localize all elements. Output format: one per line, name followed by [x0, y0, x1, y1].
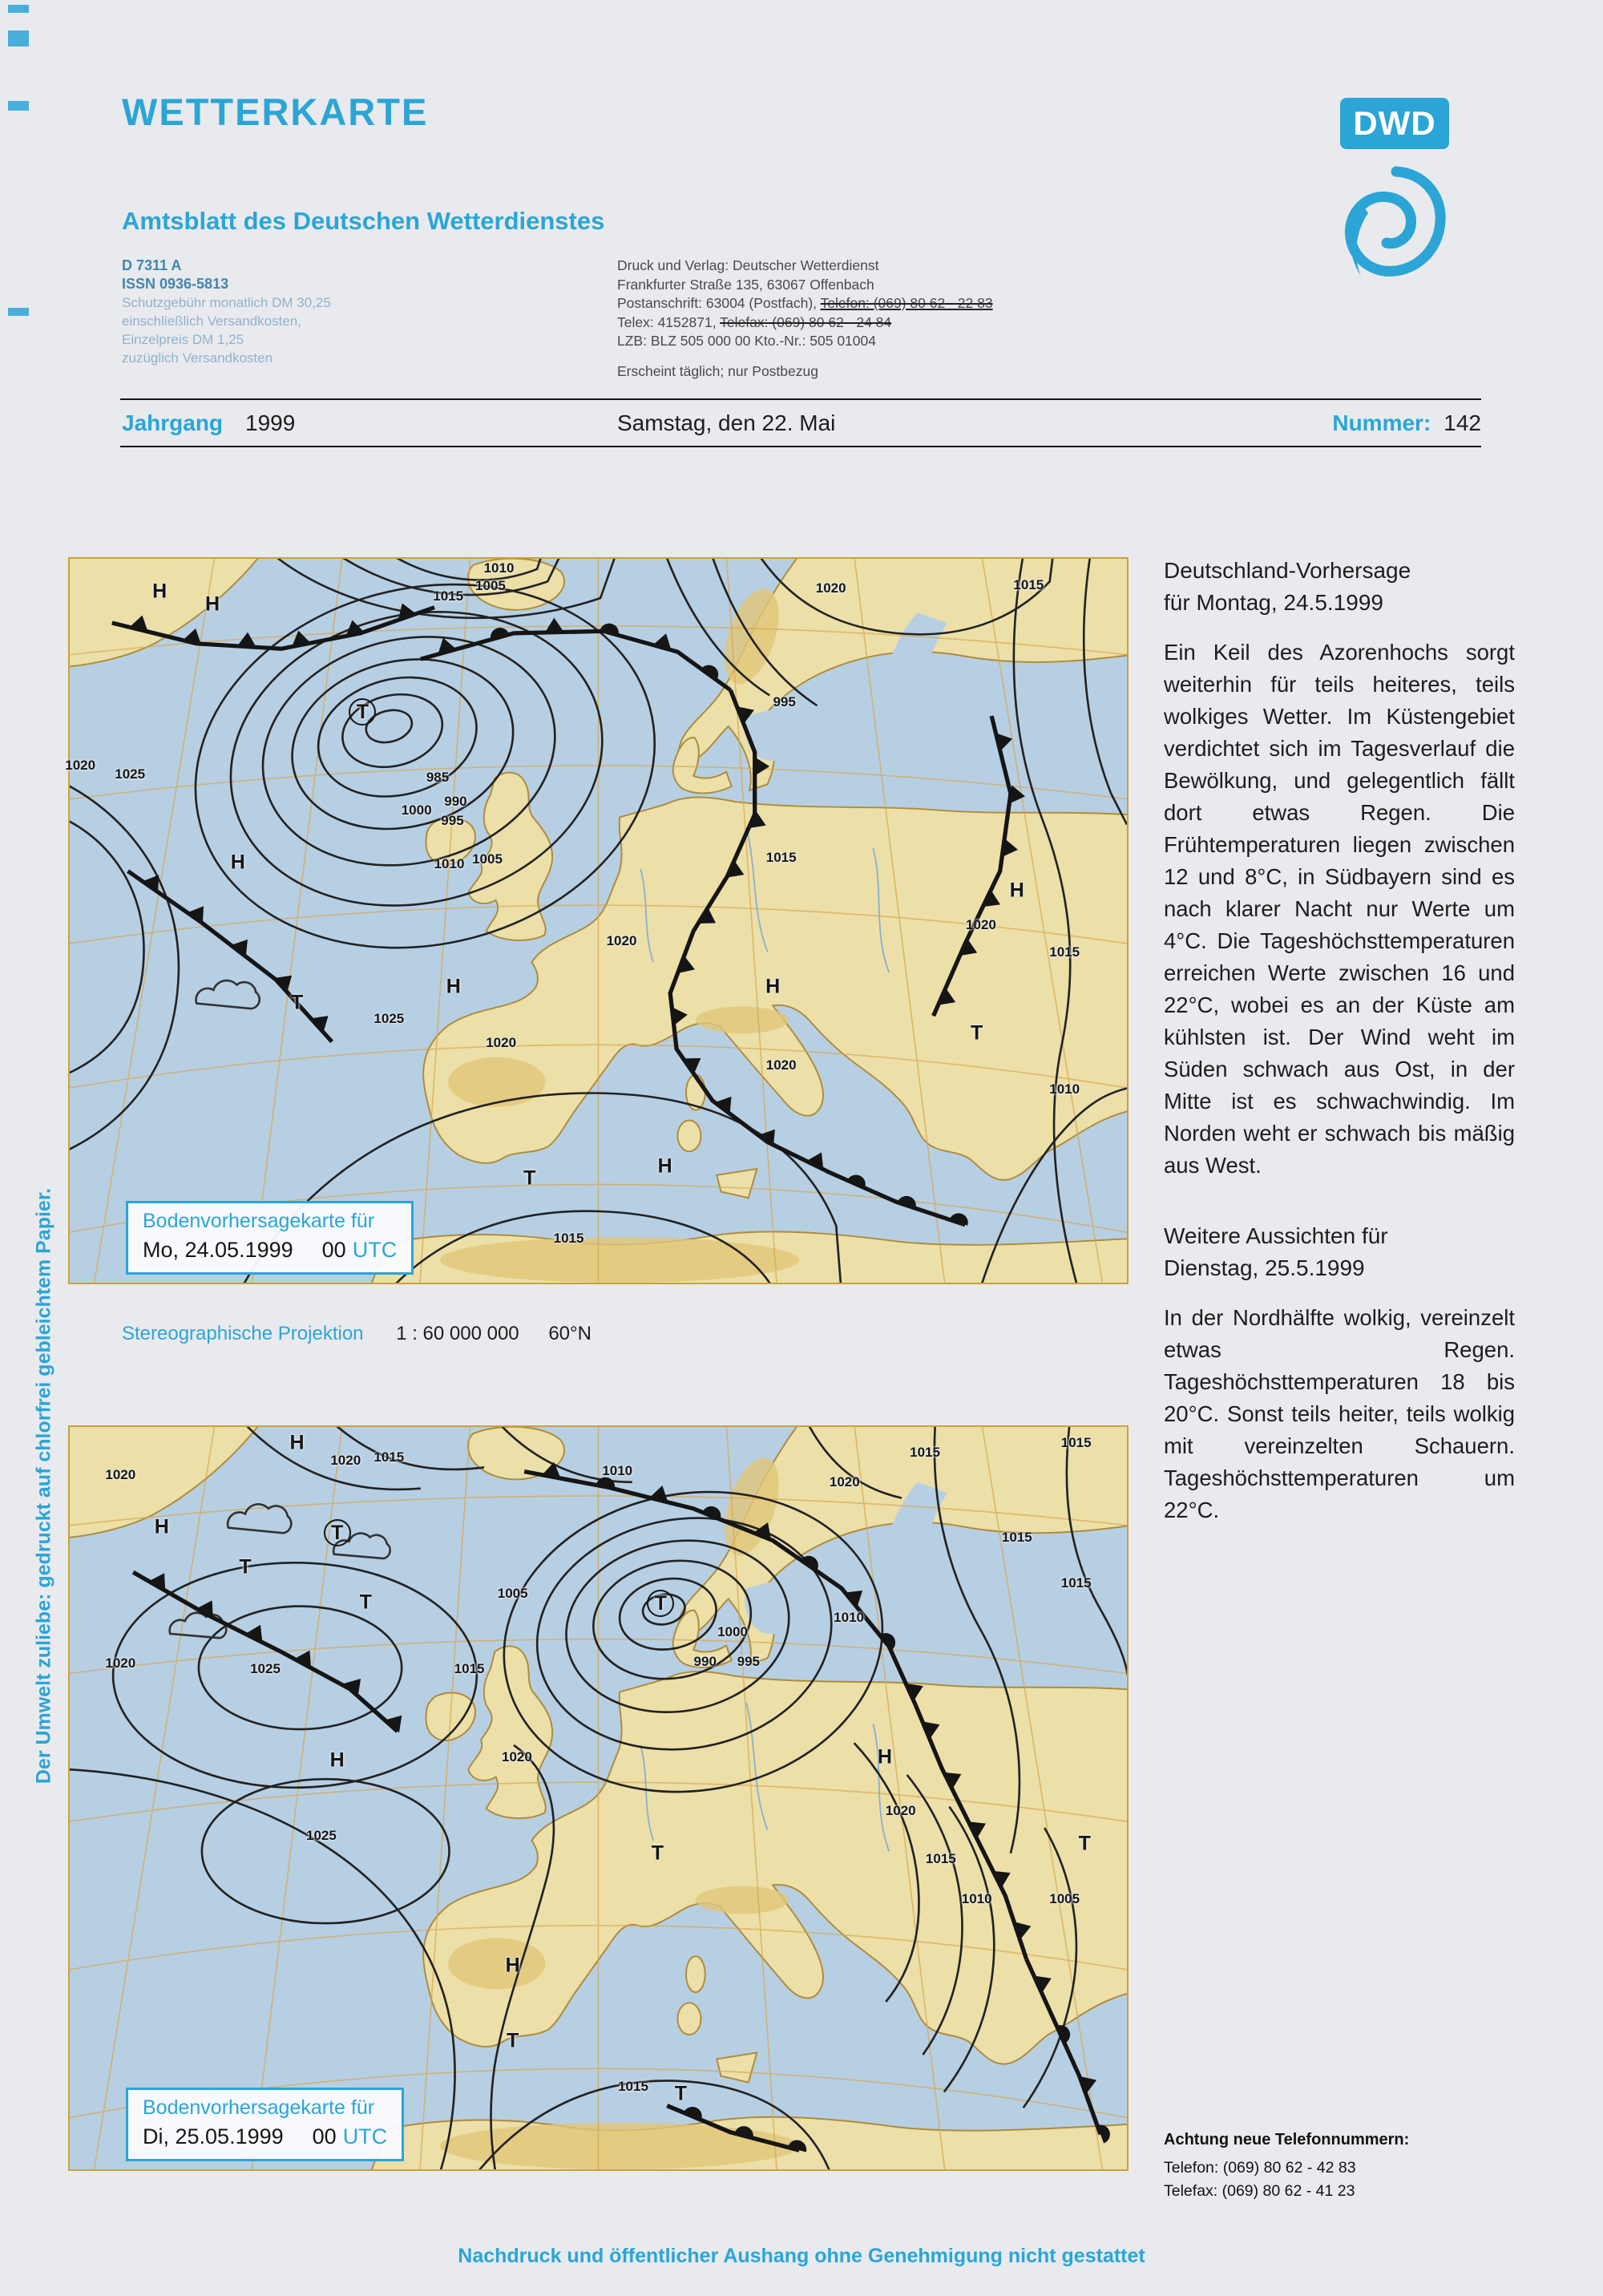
price-line: einschließlich Versandkosten,: [122, 313, 301, 329]
map-label: 1020: [966, 916, 996, 932]
map1-date: Mo, 24.05.1999: [143, 1238, 293, 1262]
weather-map-monday: [65, 557, 1129, 1284]
map-label: 1015: [1013, 576, 1044, 592]
map-label: 985: [426, 769, 450, 785]
bank-line: LZB: BLZ 505 000 00 Kto.-Nr.: 505 01004: [617, 333, 876, 349]
map-label: 1025: [373, 1011, 405, 1027]
contact-phone: Telefon: (069) 80 62 - 42 83: [1164, 2159, 1356, 2177]
map1-caption-date: [143, 1238, 397, 1263]
divider: [120, 446, 1481, 447]
price-line: Schutzgebühr monatlich DM 30,25: [122, 295, 331, 310]
map-label: T: [349, 698, 376, 726]
map-label: 1020: [606, 932, 637, 948]
map-label: 1015: [454, 1660, 485, 1676]
map-label: 1010: [961, 1890, 992, 1906]
publication-code: D 7311 A: [122, 257, 182, 273]
map2-utc: UTC: [342, 2124, 388, 2148]
forecast-title-tuesday: [1164, 1220, 1515, 1284]
dwd-spiral-icon: [1340, 151, 1449, 311]
publisher-line: Druck und Verlag: Deutscher Wetterdienst: [617, 257, 879, 273]
dwd-logo: [1340, 98, 1449, 311]
map-label: H: [877, 1745, 892, 1768]
map-label: H: [329, 1748, 345, 1772]
address-line: Frankfurter Straße 135, 63067 Offenbach: [617, 276, 874, 293]
map-label: 1020: [486, 1035, 517, 1051]
map-label: T: [523, 1166, 536, 1190]
publication-subtitle: Amtsblatt des Deutschen Wetterdienstes: [122, 207, 605, 235]
price-line: zuzüglich Versandkosten: [122, 350, 273, 366]
jahrgang-label: Jahrgang: [122, 410, 224, 435]
issue-number-line: [1332, 410, 1481, 436]
postal-text: Postanschrift: 63004 (Postfach),: [617, 295, 821, 311]
reprint-notice: Nachdruck und öffentlicher Aushang ohne Genehmigung nicht gestattet: [458, 2245, 1145, 2267]
price-line: Einzelpreis DM 1,25: [122, 332, 244, 347]
nummer-label: Nummer:: [1332, 410, 1431, 435]
telex-line: [617, 313, 1098, 333]
map-label: 1015: [618, 2079, 648, 2095]
map-label: T: [290, 991, 304, 1014]
map-label: 1020: [330, 1452, 361, 1468]
registration-mark: [8, 30, 29, 46]
map-label: 1010: [602, 1462, 633, 1478]
postal-line: [617, 294, 1098, 313]
map-label: H: [289, 1431, 305, 1454]
weather-map-tuesday: [68, 1425, 1129, 2171]
dwd-logo-text: DWD: [1340, 98, 1449, 149]
map-label: 995: [773, 693, 796, 709]
map-label: 1010: [834, 1609, 865, 1625]
outlook-title-line1: Weitere Aussichten für: [1164, 1223, 1388, 1248]
map-label: 1015: [1001, 1529, 1032, 1545]
forecast-text-monday: Ein Keil des Azorenhochs sorgt weiterhin für teils heiteres, teils wolkiges Wetter. Im Küstengebiet verdichtet sich im Tagesverlauf die Bewölkung, und gelegentlich fällt dort etwas Regen. Die Frühtemperaturen liegen zwischen 12 und 8°C, in Südbayern sind es nach klarer Nacht nur Werte um 4°C. Die Tageshöchsttemperaturen erreichen Werte zwischen 16 und 22°C, wobei es an der Küste am kühlsten ist. Der Wind weht im Süden schwach aus Ost, in der Mitte ist es schwachwindig. Im Norden weht er schwach bis mäßig aus West.: [1164, 640, 1515, 1178]
issue-date: Samstag, den 22. Mai: [617, 410, 836, 435]
map-label: 1015: [553, 1230, 584, 1246]
map-label: H: [765, 975, 781, 998]
publication-title: WETTERKARTE: [122, 91, 429, 133]
map-label: 1015: [925, 1850, 956, 1866]
map2-caption-title: Bodenvorhersagekarte für: [143, 2096, 375, 2119]
map-label: 1010: [483, 560, 515, 576]
map-label: T: [1078, 1832, 1091, 1855]
map-label: 1010: [434, 856, 465, 872]
map-label: H: [1009, 879, 1024, 902]
contact-notice: Achtung neue Telefonnummern:: [1164, 2131, 1410, 2148]
map2-date: Di, 25.05.1999: [143, 2124, 284, 2148]
map-label: 1005: [475, 578, 506, 594]
map-label: 1005: [1049, 1890, 1080, 1906]
map2-caption: [126, 2088, 404, 2161]
map1-caption-title: Bodenvorhersagekarte für: [143, 1210, 375, 1232]
map-label: 1015: [373, 1449, 405, 1465]
divider: [120, 398, 1481, 400]
map-label: H: [446, 975, 461, 998]
map-label: 1000: [717, 1623, 748, 1639]
old-phone-struck: Telefon: (069) 80 62 - 22 83: [820, 295, 993, 311]
map-label: 990: [444, 793, 467, 809]
map-label: H: [152, 580, 168, 603]
map-label: 1010: [1049, 1081, 1080, 1097]
publication-info-center: [617, 257, 1098, 381]
map2-labels: [70, 1427, 1127, 2169]
registration-mark: [8, 5, 29, 13]
forecast-title-monday: [1164, 555, 1515, 619]
map-label: 1015: [1060, 1575, 1092, 1591]
map-label: 995: [441, 812, 464, 828]
forecast-column: [1164, 555, 1515, 1526]
publication-frequency: Erscheint täglich; nur Postbezug: [617, 362, 818, 379]
contact-block: [1164, 2128, 1409, 2203]
registration-mark: [8, 308, 29, 316]
forecast-title-line2: für Montag, 24.5.1999: [1164, 590, 1383, 615]
environment-note: Der Umwelt zuliebe: gedruckt auf chlorfrei gebleichtem Papier.: [32, 1187, 55, 1785]
map-label: H: [505, 1954, 520, 1977]
map-label: 1020: [765, 1057, 797, 1073]
map-label: T: [239, 1555, 252, 1578]
map-label: 1020: [829, 1473, 860, 1490]
contact-fax: Telefax: (069) 80 62 - 41 23: [1164, 2182, 1355, 2200]
map-label: 1005: [472, 851, 503, 867]
projection-latitude: 60°N: [548, 1323, 592, 1344]
outlook-title-line2: Dienstag, 25.5.1999: [1164, 1255, 1365, 1280]
map1-labels: [65, 559, 1127, 1283]
map-label: 1015: [910, 1445, 940, 1461]
map-label: 990: [693, 1653, 717, 1669]
map1-caption: [126, 1201, 414, 1275]
map-label: 1020: [65, 758, 96, 774]
map-label: 995: [737, 1653, 760, 1669]
map-label: H: [657, 1154, 672, 1178]
old-fax-struck: Telefax: (069) 80 62 - 24 84: [720, 313, 892, 330]
map-label: T: [971, 1021, 983, 1045]
map-label: 1015: [433, 588, 464, 604]
map-label: 1015: [1060, 1435, 1092, 1451]
publication-info-left: [122, 257, 386, 367]
map-label: 1000: [401, 802, 432, 819]
issn: ISSN 0936-5813: [122, 276, 229, 292]
volume-line: [122, 410, 295, 436]
map-label: 1020: [815, 580, 846, 596]
telex-text: Telex: 4152871,: [617, 313, 721, 330]
map-label: H: [154, 1515, 169, 1538]
map-label: 1020: [885, 1802, 916, 1818]
forecast-text-tuesday: In der Nordhälfte wolkig, vereinzelt etwas Regen. Tageshöchsttemperaturen 18 bis 20°C. Sonst teils heiter, teils wolkig mit vereinzelten Schauern. Tageshöchsttemperaturen um 22°C.: [1164, 1305, 1515, 1522]
projection-label: Stereographische Projektion: [122, 1323, 364, 1344]
map-label: 1025: [115, 766, 146, 782]
map-label: 1020: [105, 1467, 136, 1483]
map-label: T: [359, 1591, 372, 1614]
map-label: H: [205, 592, 220, 616]
map-label: H: [230, 851, 245, 874]
forecast-title-line1: Deutschland-Vorhersage: [1164, 558, 1411, 583]
map-label: 1015: [765, 849, 797, 865]
jahrgang-value: 1999: [245, 410, 296, 435]
map-label: 1020: [502, 1749, 532, 1765]
map-label: T: [324, 1519, 351, 1546]
map-label: T: [647, 1590, 674, 1617]
map2-caption-date: [143, 2124, 387, 2149]
registration-mark: [8, 101, 29, 111]
map-label: T: [674, 2082, 688, 2105]
map-label: 1025: [306, 1828, 337, 1844]
nummer-value: 142: [1444, 410, 1481, 435]
projection-note: [122, 1323, 592, 1345]
map-label: 1005: [497, 1586, 528, 1602]
map-label: T: [651, 1841, 664, 1865]
projection-scale: 1 : 60 000 000: [396, 1323, 519, 1344]
map-label: T: [507, 2029, 519, 2052]
map-label: 1020: [105, 1655, 136, 1671]
map1-utc: UTC: [352, 1238, 398, 1262]
map2-time: 00: [312, 2124, 337, 2148]
map1-time: 00: [321, 1238, 346, 1262]
map-label: 1025: [250, 1660, 281, 1676]
map-label: 1015: [1049, 944, 1080, 960]
